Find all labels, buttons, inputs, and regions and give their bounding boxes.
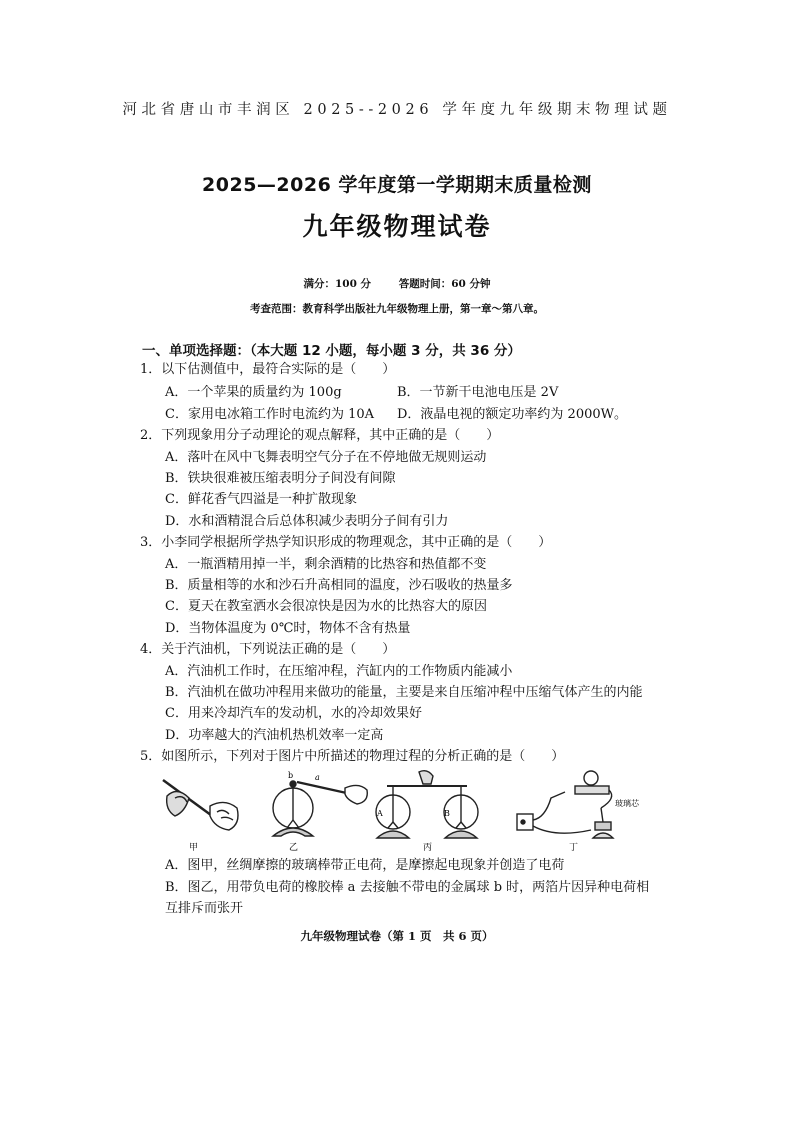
figure-label-B: B bbox=[444, 809, 450, 818]
question-2-option-c: C．鲜花香气四溢是一种扩散现象 bbox=[165, 492, 357, 507]
figure-label-bing: 丙 bbox=[423, 843, 433, 853]
section-heading: 一、单项选择题：（本大题 12 小题，每小题 3 分，共 36 分） bbox=[142, 343, 521, 359]
exam-meta bbox=[0, 276, 794, 291]
figure-label-ding: 丁 bbox=[569, 843, 579, 853]
figure-label-glass-core: 玻璃芯 bbox=[615, 799, 639, 808]
question-4-stem: 4．关于汽油机，下列说法正确的是（ ） bbox=[140, 642, 396, 657]
question-1-option-b: B．一节新干电池电压是 2V bbox=[397, 385, 559, 400]
question-1-stem: 1．以下估测值中，最符合实际的是（ ） bbox=[140, 362, 396, 377]
question-5-option-b: B．图乙，用带负电荷的橡胶棒 a 去接触不带电的金属球 b 时，两箔片因异种电荷相 bbox=[165, 880, 650, 895]
figure-label-a: a bbox=[315, 773, 320, 782]
figure-label-jia: 甲 bbox=[189, 843, 199, 853]
question-2-stem: 2．下列现象用分子动理论的观点解释，其中正确的是（ ） bbox=[140, 428, 500, 443]
question-5-figures bbox=[155, 768, 645, 854]
exam-banner: 河北省唐山市丰润区 2025--2026 学年度九年级期末物理试题 bbox=[122, 102, 672, 118]
figure-yi-electroscope bbox=[273, 781, 367, 836]
exam-title-subject: 九年级物理试卷 bbox=[302, 212, 492, 241]
question-4-option-c: C．用来冷却汽车的发动机，水的冷却效果好 bbox=[165, 706, 422, 721]
question-1-option-a: A．一个苹果的质量约为 100g bbox=[165, 385, 342, 400]
exam-time: 答题时间：60 分钟 bbox=[398, 278, 491, 290]
full-score: 满分：100 分 bbox=[303, 278, 372, 290]
question-5-option-b-cont: 互排斥而张开 bbox=[165, 901, 244, 916]
question-3-option-c: C．夏天在教室洒水会很凉快是因为水的比热容大的原因 bbox=[165, 599, 487, 614]
question-4-option-b: B．汽油机在做功冲程用来做功的能量，主要是来自压缩冲程中压缩气体产生的内能 bbox=[165, 685, 643, 700]
question-5-option-a: A．图甲，丝绸摩擦的玻璃棒带正电荷，是摩擦起电现象并创造了电荷 bbox=[165, 858, 565, 873]
question-3-option-a: A．一瓶酒精用掉一半，剩余酒精的比热容和热值都不变 bbox=[165, 557, 487, 572]
figure-label-A: A bbox=[377, 809, 383, 818]
figure-ding-glass-core-circuit bbox=[517, 771, 613, 838]
question-3-option-d: D．当物体温度为 0℃时，物体不含有热量 bbox=[165, 621, 411, 636]
question-1-option-c: C．家用电冰箱工作时电流约为 10A bbox=[165, 407, 375, 422]
exam-title-term: 2025—2026 学年度第一学期期末质量检测 bbox=[202, 174, 592, 196]
question-2-option-d: D．水和酒精混合后总体积减少表明分子间有引力 bbox=[165, 514, 449, 529]
page-footer: 九年级物理试卷（第 1 页 共 6 页） bbox=[300, 929, 494, 943]
exam-scope: 考查范围：教育科学出版社九年级物理上册，第一章～第八章。 bbox=[250, 303, 544, 315]
question-4-option-a: A．汽油机工作时，在压缩冲程，汽缸内的工作物质内能减小 bbox=[165, 664, 513, 679]
question-3-option-b: B．质量相等的水和沙石升高相同的温度，沙石吸收的热量多 bbox=[165, 578, 513, 593]
question-2-option-a: A．落叶在风中飞舞表明空气分子在不停地做无规则运动 bbox=[165, 450, 487, 465]
question-5-stem: 5．如图所示，下列对于图片中所描述的物理过程的分析正确的是（ ） bbox=[140, 749, 565, 764]
figure-label-yi: 乙 bbox=[289, 843, 299, 853]
question-1-option-d: D．液晶电视的额定功率约为 2000W。 bbox=[397, 407, 628, 422]
figure-label-b: b bbox=[288, 771, 294, 780]
question-3-stem: 3．小李同学根据所学热学知识形成的物理观念，其中正确的是（ ） bbox=[140, 535, 552, 550]
figure-jia-rubbing bbox=[163, 780, 238, 830]
question-2-option-b: B．铁块很难被压缩表明分子间没有间隙 bbox=[165, 471, 396, 486]
question-4-option-d: D．功率越大的汽油机热机效率一定高 bbox=[165, 728, 384, 743]
figure-bing-two-electroscopes bbox=[376, 771, 478, 838]
